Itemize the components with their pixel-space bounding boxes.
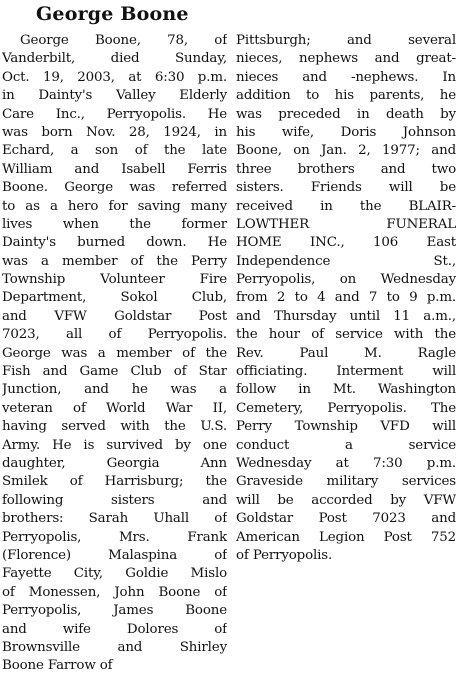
obituary-line: Oct. 19, 2003, at 6:30 p.m. [2, 69, 227, 85]
obituary-headline: George Boone [36, 3, 189, 25]
obituary-line: following sisters and [2, 492, 227, 508]
obituary-line: Care Inc., Perryopolis. He [2, 106, 227, 122]
obituary-line: sisters. Friends will be [236, 180, 456, 196]
obituary-line: Wednesday at 7:30 p.m. [236, 455, 456, 471]
obituary-line: George was a member of the [2, 345, 227, 361]
obituary-line: nieces and -nephews. In [236, 69, 456, 85]
obituary-line: in Dainty's Valley Elderly [2, 88, 227, 104]
obituary-line: Junction, and he was a [2, 382, 227, 398]
obituary-line: Goldstar Post 7023 and [236, 511, 456, 527]
obituary-right-column [236, 32, 456, 565]
obituary-line: three brothers and two [236, 161, 456, 177]
obituary-line: lives when the former [2, 216, 227, 232]
obituary-left-column [2, 32, 227, 676]
obituary-line: Department, Sokol Club, [2, 290, 227, 306]
obituary-line: Smilek of Harrisburg; the [2, 474, 227, 490]
obituary-line: brothers: Sarah Uhall of [2, 511, 227, 527]
obituary-line: George Boone, 78, of [20, 33, 227, 48]
obituary-line: and wife Dolores of [2, 621, 227, 637]
obituary-line: William and Isabell Ferris [2, 161, 227, 177]
obituary-line: Boone. George was referred [2, 180, 227, 196]
obituary-line: Echard, a son of the late [2, 143, 227, 159]
obituary-line: and Thursday until 11 a.m., [236, 308, 456, 324]
obituary-line: Perryopolis, James Boone [2, 603, 227, 619]
obituary-line: from 2 to 4 and 7 to 9 p.m. [236, 290, 456, 306]
obituary-line: HOME INC., 106 East [236, 235, 456, 251]
obituary-line: veteran of World War II, [2, 400, 227, 416]
obituary-line: Perryopolis, on Wednesday [236, 272, 456, 288]
obituary-line: Dainty's burned down. He [2, 235, 227, 251]
obituary-line: Army. He is survived by one [2, 437, 227, 453]
obituary-line: of Perryopolis. [236, 547, 333, 563]
obituary-line: was born Nov. 28, 1924, in [2, 124, 227, 140]
obituary-line: officiating. Interment will [236, 364, 456, 380]
obituary-line: was preceded in death by [236, 106, 456, 122]
obituary-line: will be accorded by VFW [236, 492, 456, 508]
obituary-line: having served with the U.S. [2, 419, 227, 435]
obituary-line: Fish and Game Club of Star [2, 364, 227, 380]
obituary-line: 7023, all of Perryopolis. [2, 327, 227, 343]
obituary-line: Brownsville and Shirley [2, 639, 227, 655]
obituary-line: (Florence) Malaspina of [2, 547, 227, 563]
obituary-line: nieces, nephews and great- [236, 51, 456, 67]
obituary-line: American Legion Post 752 [236, 529, 456, 545]
obituary-line: received in the BLAIR- [236, 198, 456, 214]
obituary-line: Township Volunteer Fire [2, 272, 227, 288]
obituary-line: addition to his parents, he [236, 88, 456, 104]
obituary-line: daughter, Georgia Ann [2, 455, 227, 471]
obituary-line: Perryopolis, Mrs. Frank [2, 529, 227, 545]
obituary-line: Pittsburgh; and several [236, 33, 456, 48]
obituary-line: the hour of service with the [236, 327, 456, 343]
obituary-line: Vanderbilt, died Sunday, [2, 51, 227, 67]
obituary-line: to as a hero for saving many [2, 198, 227, 214]
obituary-line: Perry Township VFD will [236, 419, 456, 435]
obituary-line: Boone Farrow of [2, 658, 113, 674]
obituary-line: was a member of the Perry [2, 253, 227, 269]
obituary-line: Independence St., [236, 253, 456, 269]
obituary-line: of Monessen, John Boone of [2, 584, 227, 600]
obituary-line: and VFW Goldstar Post [2, 308, 227, 324]
obituary-line: follow in Mt. Washington [236, 382, 456, 398]
obituary-line: LOWTHER FUNERAL [236, 216, 456, 232]
obituary-line: Fayette City, Goldie Mislo [2, 566, 227, 582]
obituary-line: Graveside military services [236, 474, 456, 490]
obituary-line: conduct a service [236, 437, 456, 453]
obituary-line: Cemetery, Perryopolis. The [236, 400, 456, 416]
obituary-line: his wife, Doris Johnson [236, 124, 456, 140]
obituary-line: Rev. Paul M. Ragle [236, 345, 456, 361]
obituary-line: Boone, on Jan. 2, 1977; and [236, 143, 456, 159]
